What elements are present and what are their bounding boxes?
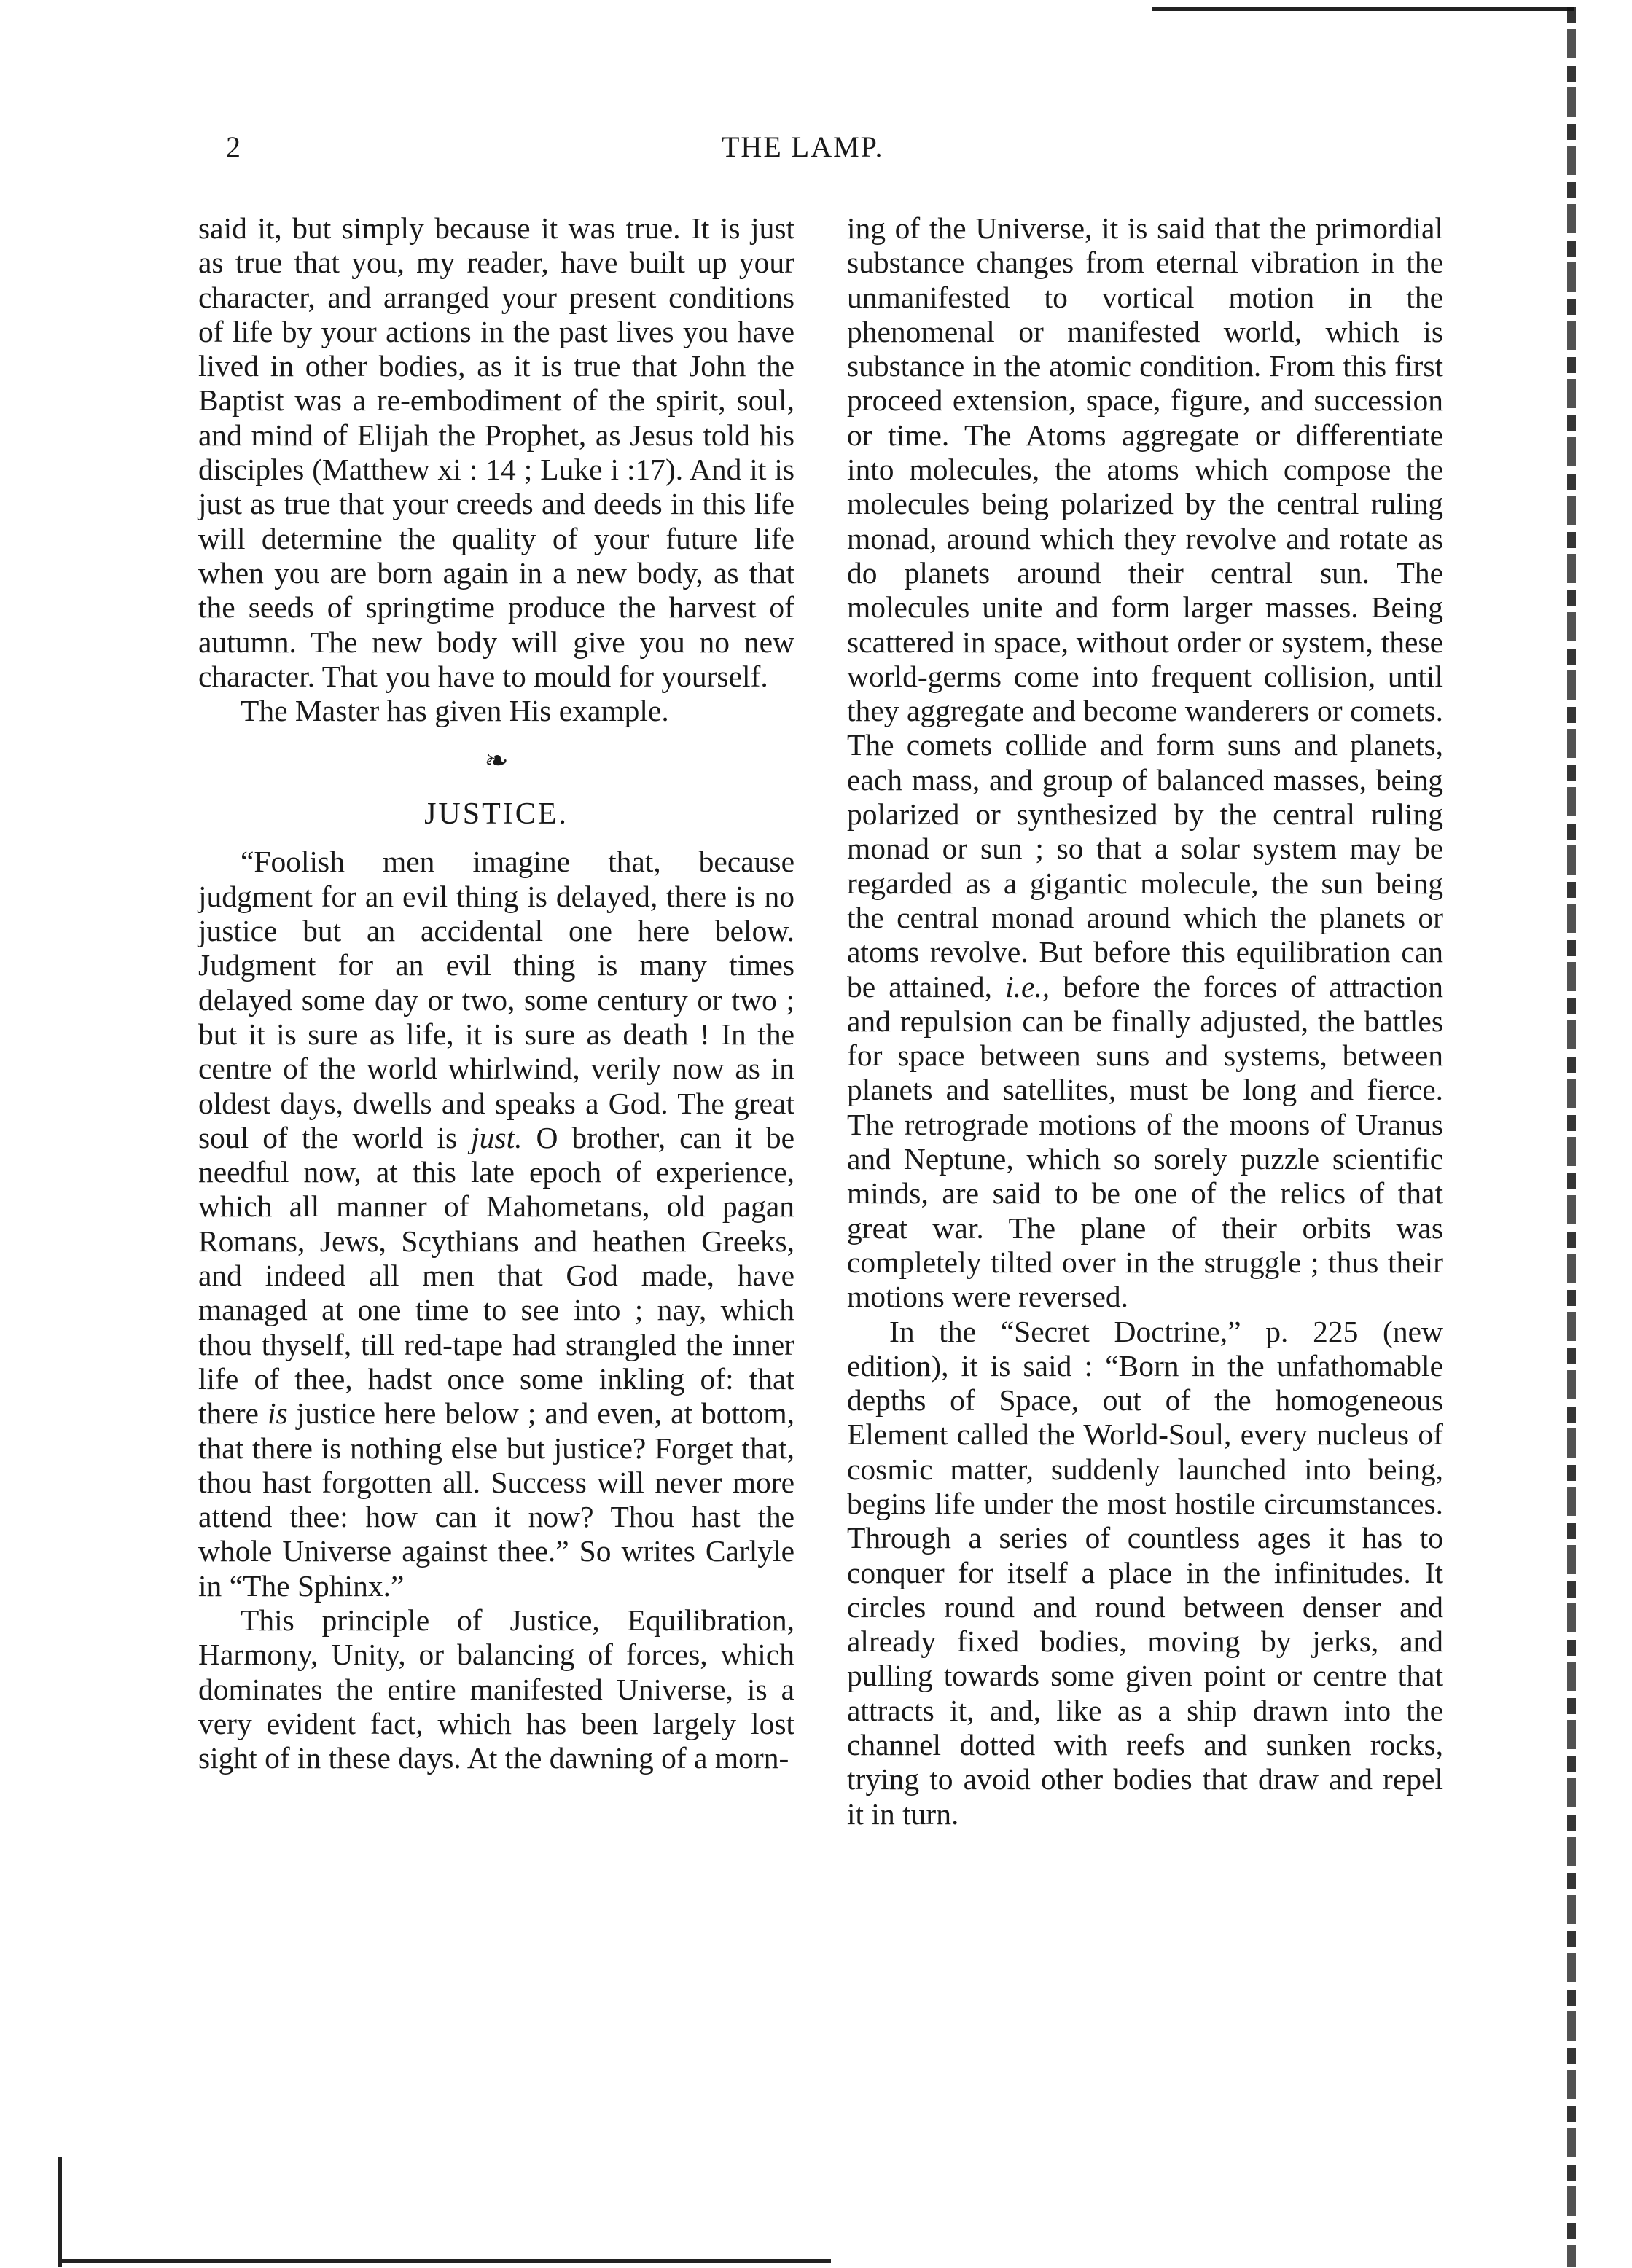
text-run: “Foolish men imagine that, because judgment for an evil thing is delayed, there is no justice but an accidental one here below. Judgment for an evil thing is many times delayed some day or two, some century or two ; but it is sure as life, it is sure as death ! In the centre of the world whirlwind, verily now as in oldest days, dwells and speaks a God. The great soul of the world is [198,845,794,1154]
scan-border-top [1152,7,1574,11]
text-run: before the forces of attraction and repulsion can be finally adjusted, the battles for space between suns and systems, between planets and satellites, must be long and fierce. The retrograde motions of the moons of Uranus and Neptune, which so sorely puzzle scientific minds, are said to be one of the relics of that great war. The plane of their orbits was completely tilted over in the struggle ; thus their motions were reversed. [847,969,1444,1314]
paragraph [847,211,1443,1315]
left-column [198,211,794,1775]
running-title: THE LAMP. [722,130,884,163]
paragraph: This principle of Justice, Equilibration, Harmony, Unity, or balancing of forces, which dominates the entire manifested Universe, is a very evident fact, which has been largely lost sight of in these days. At the dawning of a morn- [198,1603,794,1775]
page-number: 2 [226,130,242,163]
running-head [219,130,1531,173]
text-run: justice here below ; and even, at bottom, that there is nothing else but justice? Forget that, thou hast forgotten all. Success will never more attend thee: how can it now? Thou hast the whole Universe against thee.” So writes Carlyle in “The Sphinx.” [198,1396,794,1603]
right-column [847,211,1443,1831]
paragraph: The Master has given His example. [241,694,669,728]
paragraph: In the “Secret Doctrine,” p. 225 (new edition), it is said : “Born in the unfathomable depths of Space, out of the homogeneous Element called the World-Soul, every nucleus of cosmic matter, suddenly launched into being, begins life under the most hostile circumstances. Through a series of countless ages it has to conquer for itself a place in the infinitudes. It circles round and round between denser and already fixed bodies, moving by jerks, and pulling towards some given point or centre that attracts it, and, like as a ship drawn into the channel dotted with reefs and sunken rocks, trying to avoid other bodies that draw and repel it in turn. [847,1314,1443,1831]
scan-border-bottom [58,2259,831,2263]
emphasis: is [267,1396,288,1431]
emphasis: i.e., [1005,969,1050,1004]
ornament-icon: ❧ [484,744,509,778]
scan-border-right [1567,7,1576,2267]
section-heading: JUSTICE. [424,797,569,832]
paragraph [198,845,794,1603]
text-run: ing of the Universe, it is said that the primordial substance changes from eternal vibration in the unmanifested to vortical motion in the phenomenal or manifested world, which is substance in the atomic condition. From this first proceed extension, space, figure, and succession or time. The Atoms aggregate or differentiate into molecules, the atoms which compose the molecules being polarized by the central ruling monad, around which they revolve and rotate as do planets around their central sun. The molecules unite and form larger masses. Being scattered in space, without order or system, these world-germs come into frequent collision, until they aggregate and become wanderers or comets. The comets collide and form suns and planets, each mass, and group of balanced masses, being polarized or synthesized by the central ruling monad or sun ; so that a solar system may be regarded as a gigantic molecule, the sun being the central monad around which the planets or atoms revolve. But before this equilibration can be attained, [847,211,1443,1004]
emphasis: just. [471,1120,523,1154]
paragraph: said it, but simply because it was true. It is just as true that you, my reader, have built up your character, and arranged your present conditions of life by your actions in the past lives you have lived in other bodies, as it is true that John the Baptist was a re-embodiment of the spirit, soul, and mind of Elijah the Prophet, as Jesus told his disciples (Matthew xi : 14 ; Luke i :17). And it is just as true that your creeds and deeds in this life will determine the quality of your future life when you are born again in a new body, as that the seeds of springtime produce the harvest of autumn. The new body will give you no new character. That you have to mould for yourself. [198,211,794,693]
scan-border-left [58,2157,62,2267]
text-run: O brother, can it be needful now, at this late epoch of experience, which all manner of Mahometans, old pagan Romans, Jews, Scythians and heathen Greeks, and indeed all men that God made, have managed at one time to see into ; nay, which thou thyself, till red-tape had strangled the inner life of thee, hadst once some inkling of: that there [198,1120,795,1431]
